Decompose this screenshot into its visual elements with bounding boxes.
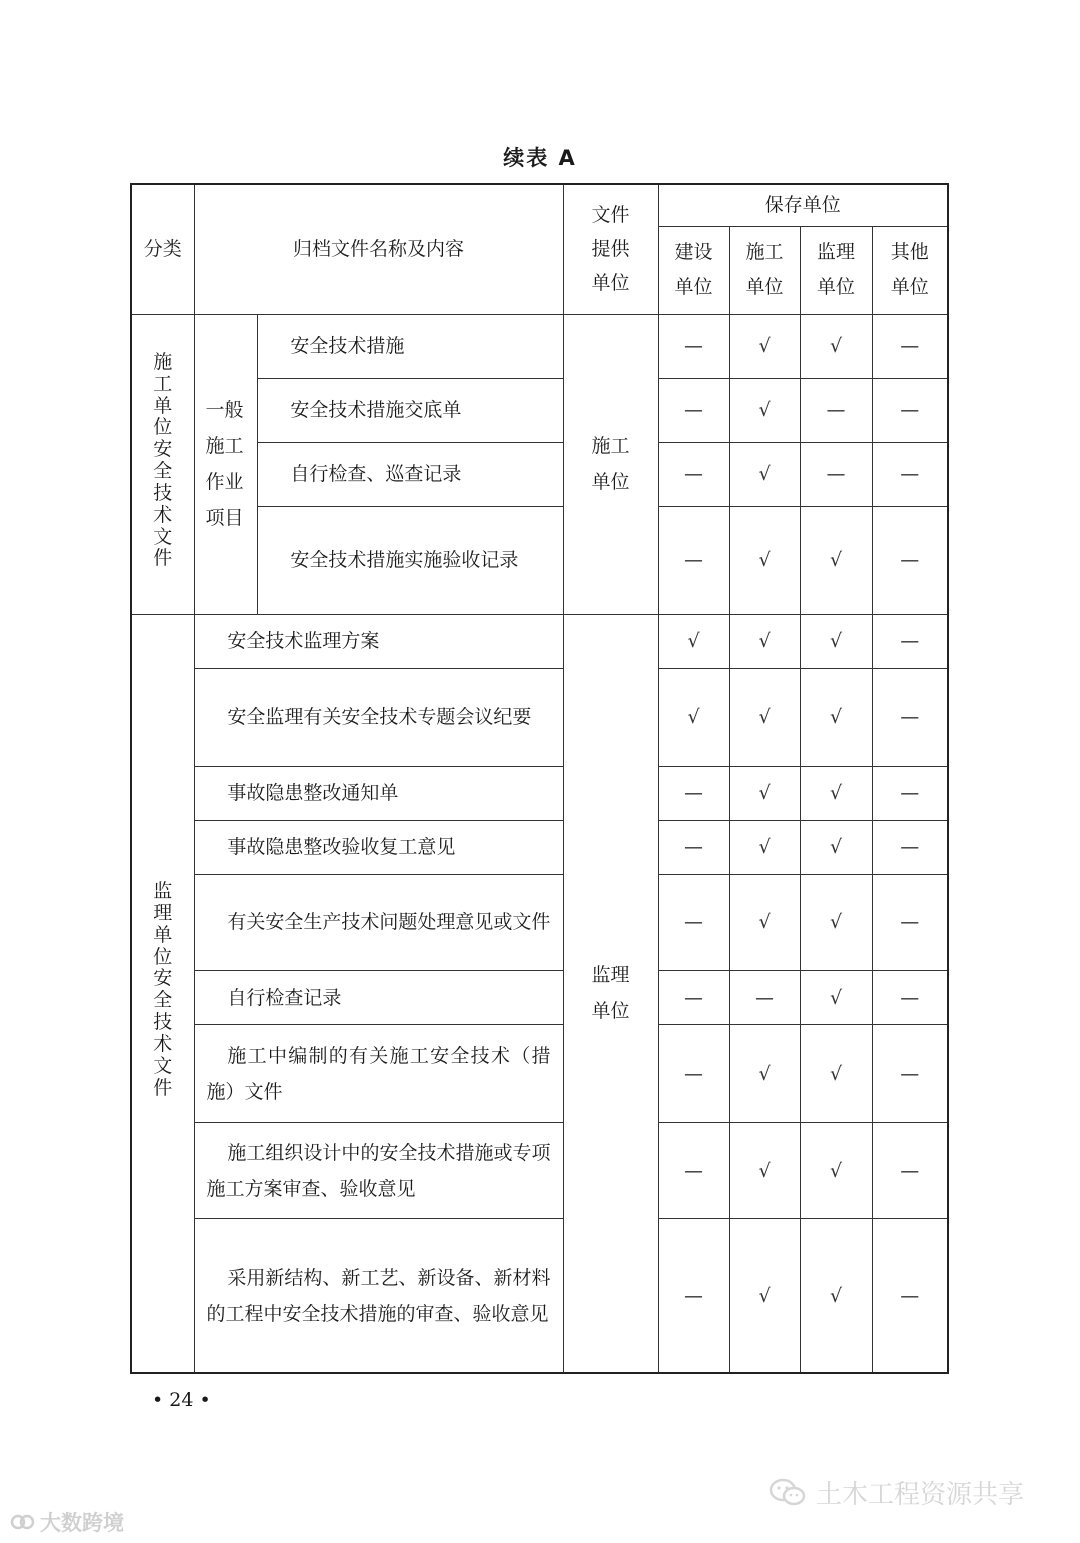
doc-name-cell: 事故隐患整改验收复工意见 [194,820,563,874]
table-row [131,971,948,1025]
mark-cell: √ [800,614,872,668]
archive-table [130,183,949,1374]
page-title: 续表 A [503,146,577,170]
table-row [131,766,948,820]
doc-name-cell: 采用新结构、新工艺、新设备、新材料的工程中安全技术措施的审查、验收意见 [194,1219,563,1373]
mark-cell: — [872,971,948,1025]
doc-name-cell: 安全技术措施实施验收记录 [257,506,563,614]
header-category: 分类 [131,184,194,314]
mark-cell: √ [729,378,800,442]
header-provider: 文件提供单位 [563,184,658,314]
doc-name-cell: 事故隐患整改通知单 [194,766,563,820]
mark-cell: — [872,874,948,970]
mark-cell: — [658,874,729,970]
mark-cell: √ [800,506,872,614]
table-row [131,614,948,668]
table-row [131,1025,948,1123]
doc-name-cell: 安全技术监理方案 [194,614,563,668]
mark-cell: — [872,820,948,874]
mark-cell: — [729,971,800,1025]
mark-cell: — [872,314,948,378]
mark-cell: √ [729,820,800,874]
mark-cell: — [658,442,729,506]
header-doc-name: 归档文件名称及内容 [194,184,563,314]
header-storage: 保存单位 [658,184,948,226]
mark-cell: √ [800,1219,872,1373]
mark-cell: √ [729,1219,800,1373]
header-unit-contractor: 施工单位 [729,226,800,314]
provider-cell: 监理单位 [563,614,658,1373]
mark-cell: — [658,766,729,820]
mark-cell: — [872,1219,948,1373]
mark-cell: √ [800,1025,872,1123]
watermark-right [768,1474,1024,1511]
mark-cell: √ [800,1123,872,1219]
provider-cell: 施工单位 [563,314,658,614]
table-row [131,1123,948,1219]
watermark-logo-icon [10,1511,36,1533]
header-unit-other: 其他单位 [872,226,948,314]
mark-cell: √ [729,1123,800,1219]
wechat-icon [768,1477,808,1509]
mark-cell: — [872,614,948,668]
doc-name-cell: 安全技术措施 [257,314,563,378]
watermark-left-text: 大数跨境 [40,1511,124,1535]
watermark-left [10,1507,124,1537]
mark-cell: √ [729,614,800,668]
mark-cell: √ [658,668,729,766]
header-unit-construction: 建设单位 [658,226,729,314]
mark-cell: — [800,378,872,442]
header-unit-supervisor: 监理单位 [800,226,872,314]
doc-name-cell: 安全监理有关安全技术专题会议纪要 [194,668,563,766]
mark-cell: — [658,314,729,378]
mark-cell: √ [800,874,872,970]
table-row [131,314,948,378]
mark-cell: — [872,442,948,506]
mark-cell: √ [658,614,729,668]
mark-cell: — [658,506,729,614]
watermark-right-text: 土木工程资源共享 [816,1480,1025,1510]
mark-cell: — [658,1219,729,1373]
doc-name-cell: 自行检查、巡查记录 [257,442,563,506]
mark-cell: √ [800,668,872,766]
mark-cell: — [658,971,729,1025]
table-row [131,668,948,766]
table-row [131,1219,948,1373]
mark-cell: — [872,506,948,614]
mark-cell: √ [729,1025,800,1123]
mark-cell: — [872,766,948,820]
mark-cell: — [658,1025,729,1123]
section-category: 施工单位安全技术文件 [131,314,194,614]
mark-cell: — [872,668,948,766]
mark-cell: — [658,820,729,874]
mark-cell: √ [800,971,872,1025]
mark-cell: — [658,378,729,442]
page-number: • 24 • [152,1389,211,1411]
doc-name-cell: 施工组织设计中的安全技术措施或专项施工方案审查、验收意见 [194,1123,563,1219]
mark-cell: √ [729,442,800,506]
doc-name-cell: 施工中编制的有关施工安全技术（措施）文件 [194,1025,563,1123]
mark-cell: √ [729,314,800,378]
mark-cell: √ [729,506,800,614]
section-subcategory: 一般施工作业项目 [194,314,257,614]
mark-cell: √ [800,766,872,820]
table-row [131,820,948,874]
mark-cell: √ [800,314,872,378]
mark-cell: — [872,1025,948,1123]
mark-cell: √ [800,820,872,874]
mark-cell: — [800,442,872,506]
doc-name-cell: 有关安全生产技术问题处理意见或文件 [194,874,563,970]
mark-cell: √ [729,766,800,820]
table-row [131,874,948,970]
section-category: 监理单位安全技术文件 [131,614,194,1373]
mark-cell: √ [729,668,800,766]
doc-name-cell: 安全技术措施交底单 [257,378,563,442]
mark-cell: — [658,1123,729,1219]
mark-cell: — [872,1123,948,1219]
mark-cell: √ [729,874,800,970]
mark-cell: — [872,378,948,442]
doc-name-cell: 自行检查记录 [194,971,563,1025]
